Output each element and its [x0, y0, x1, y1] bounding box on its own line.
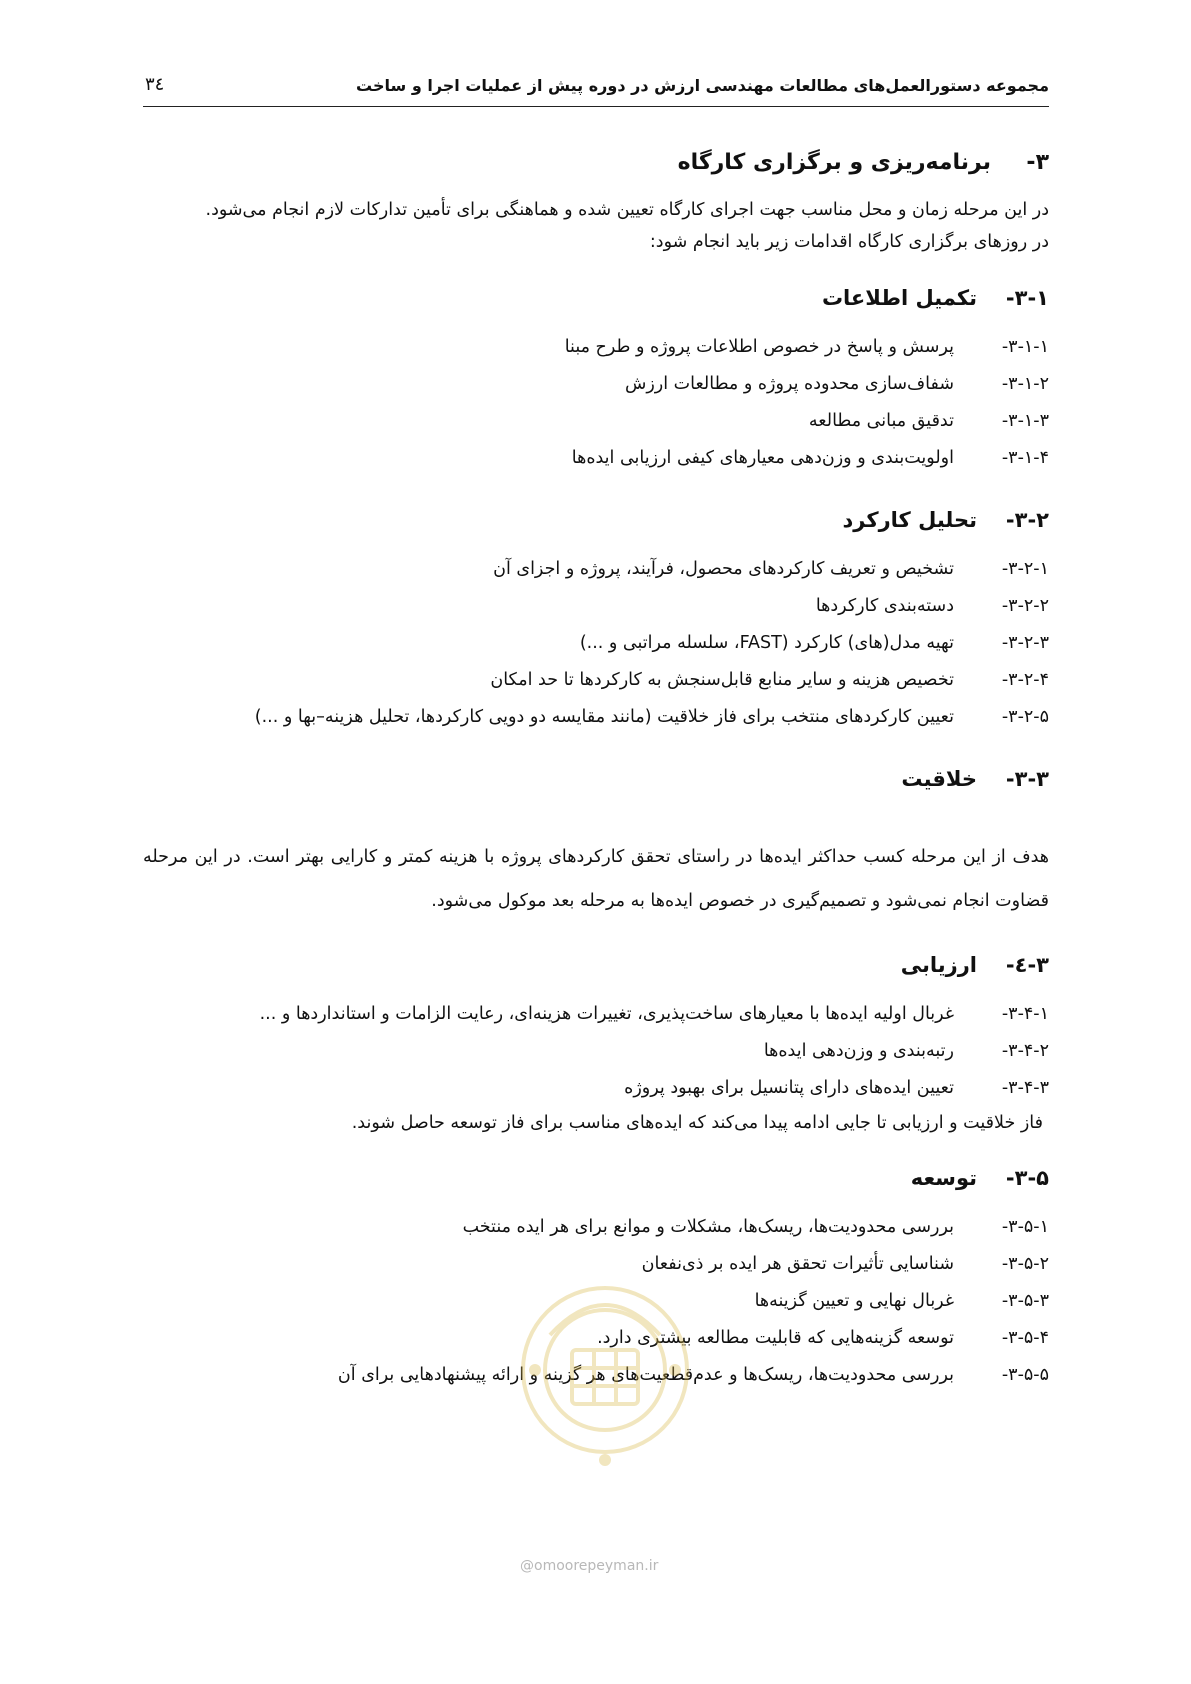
subsection-heading [143, 953, 1049, 985]
list-item [143, 554, 1049, 591]
item-text: بررسی محدودیت‌ها، ریسک‌ها و عدم‌قطعیت‌های هر گزینه و ارائه پیشنهادهایی برای آن [337, 1365, 954, 1385]
list-item [143, 702, 1049, 739]
note-paragraph: فاز خلاقیت و ارزیابی تا جایی ادامه پیدا می‌کند که ایده‌های مناسب برای فاز توسعه حاصل شوند. [351, 1113, 1043, 1133]
item-list [143, 554, 1049, 739]
paragraph: هدف از این مرحله کسب حداکثر ایده‌ها در راستای تحقق کارکردهای پروژه با هزینه کمتر و کارایی بهتر است. در این مرحله قضاوت انجام نمی‌شود و تصمیم‌گیری در خصوص ایده‌ها به مرحله بعد موکول می‌شود. [143, 847, 1049, 911]
item-number: ۳-۵-۲- [1001, 1254, 1049, 1274]
page-number: ۳٤ [145, 74, 165, 95]
item-number: ۳-۴-۲- [1001, 1041, 1049, 1061]
list-item [143, 1286, 1049, 1323]
item-number: ۳-۱-۲- [1001, 374, 1049, 394]
header-title: مجموعه دستورالعمل‌های مطالعات مهندسی ارزش در دوره پیش از عملیات اجرا و ساخت [356, 76, 1049, 95]
list-item [143, 1212, 1049, 1249]
subsection-3-5 [143, 1166, 1049, 1397]
item-text: تدقیق مبانی مطالعه [808, 411, 954, 431]
subsection-heading [143, 286, 1049, 318]
subsection-title: تکمیل اطلاعات [821, 286, 977, 310]
item-number: ۳-۲-۴- [1001, 670, 1049, 690]
list-item [143, 1360, 1049, 1397]
item-number: ۳-۱-۳- [1001, 411, 1049, 431]
subsection-number: ۳-٤- [1005, 953, 1049, 977]
subsection-heading [143, 767, 1049, 799]
item-text: اولویت‌بندی و وزن‌دهی معیارهای کیفی ارزیابی ایده‌ها [571, 448, 954, 468]
item-text: شفاف‌سازی محدوده پروژه و مطالعات ارزش [624, 374, 954, 394]
item-number: ۳-۵-۱- [1001, 1217, 1049, 1237]
paragraph: در این مرحله زمان و محل مناسب جهت اجرای کارگاه تعیین شده و هماهنگی برای تأمین تدارکات لازم انجام می‌شود. [205, 200, 1049, 220]
subsection-number: ۳-۲- [1005, 508, 1049, 532]
item-text: بررسی محدودیت‌ها، ریسک‌ها، مشکلات و موانع برای هر ایده منتخب [462, 1217, 954, 1237]
item-text: تشخیص و تعریف کارکردهای محصول، فرآیند، پروژه و اجزای آن [493, 559, 954, 579]
item-text: تعیین ایده‌های دارای پتانسیل برای بهبود پروژه [624, 1078, 954, 1098]
subsection-3-2 [143, 508, 1049, 739]
section-heading [143, 150, 1049, 184]
subsection-title: تحلیل کارکرد [842, 508, 977, 532]
section-3 [143, 150, 1049, 258]
subsection-title: ارزیابی [900, 953, 977, 977]
list-item [143, 591, 1049, 628]
item-number: ۳-۲-۳- [1001, 633, 1049, 653]
watermark-site-text: @omoorepeyman.ir [520, 1558, 659, 1574]
item-text: غربال اولیه ایده‌ها با معیارهای ساخت‌پذیری، تغییرات هزینه‌ای، رعایت الزامات و استانداردها و ... [259, 1004, 954, 1024]
item-text: پرسش و پاسخ در خصوص اطلاعات پروژه و طرح مبنا [564, 337, 954, 357]
item-text: غربال نهایی و تعیین گزینه‌ها [754, 1291, 954, 1311]
item-text: شناسایی تأثیرات تحقق هر ایده بر ذی‌نفعان [641, 1254, 954, 1274]
item-number: ۳-۴-۱- [1001, 1004, 1049, 1024]
paragraph-block [143, 835, 1049, 923]
page-content [143, 150, 1049, 1397]
item-list [143, 999, 1049, 1110]
item-text: توسعه گزینه‌هایی که قابلیت مطالعه بیشتری دارد. [597, 1328, 954, 1348]
subsection-number: ۳-۳- [1005, 767, 1049, 791]
subsection-heading [143, 508, 1049, 540]
item-text: تخصیص هزینه و سایر منابع قابل‌سنجش به کارکردها تا حد امکان [490, 670, 954, 690]
item-number: ۳-۵-۳- [1001, 1291, 1049, 1311]
subsection-3-1 [143, 286, 1049, 480]
item-number: ۳-۴-۳- [1001, 1078, 1049, 1098]
list-item [143, 369, 1049, 406]
list-item [143, 443, 1049, 480]
subsection-title: توسعه [910, 1166, 977, 1190]
page-header [143, 70, 1049, 107]
list-item [143, 1323, 1049, 1360]
list-item [143, 665, 1049, 702]
subsection-3-4 [143, 953, 1049, 1138]
subsection-heading [143, 1166, 1049, 1198]
item-text: رتبه‌بندی و وزن‌دهی ایده‌ها [763, 1041, 954, 1061]
item-number: ۳-۲-۲- [1001, 596, 1049, 616]
list-item [143, 406, 1049, 443]
list-item [143, 332, 1049, 369]
list-item [143, 1073, 1049, 1110]
section-number: ۳- [1026, 150, 1049, 175]
subsection-number: ۳-۱- [1005, 286, 1049, 310]
item-number: ۳-۵-۴- [1001, 1328, 1049, 1348]
item-number: ۳-۲-۱- [1001, 559, 1049, 579]
subsection-title: خلاقیت [901, 767, 977, 791]
item-text: تهیه مدل(های) کارکرد (FAST، سلسله مراتبی و ...) [579, 633, 954, 653]
item-number: ۳-۲-۵- [1001, 707, 1049, 727]
item-text: تعیین کارکردهای منتخب برای فاز خلاقیت (مانند مقایسه دو دویی کارکردها، تحلیل هزینه–بها و ...) [254, 707, 954, 727]
item-number: ۳-۱-۴- [1001, 448, 1049, 468]
section-title: برنامه‌ریزی و برگزاری کارگاه [677, 150, 991, 175]
item-list [143, 1212, 1049, 1397]
list-item [143, 1249, 1049, 1286]
item-number: ۳-۱-۱- [1001, 337, 1049, 357]
paragraph: در روزهای برگزاری کارگاه اقدامات زیر باید انجام شود: [649, 232, 1049, 252]
list-item [143, 999, 1049, 1036]
list-item [143, 1036, 1049, 1073]
item-text: دسته‌بندی کارکردها [815, 596, 954, 616]
item-number: ۳-۵-۵- [1001, 1365, 1049, 1385]
item-list [143, 332, 1049, 480]
subsection-3-3 [143, 767, 1049, 923]
list-item [143, 628, 1049, 665]
subsection-number: ۳-۵- [1005, 1166, 1049, 1190]
